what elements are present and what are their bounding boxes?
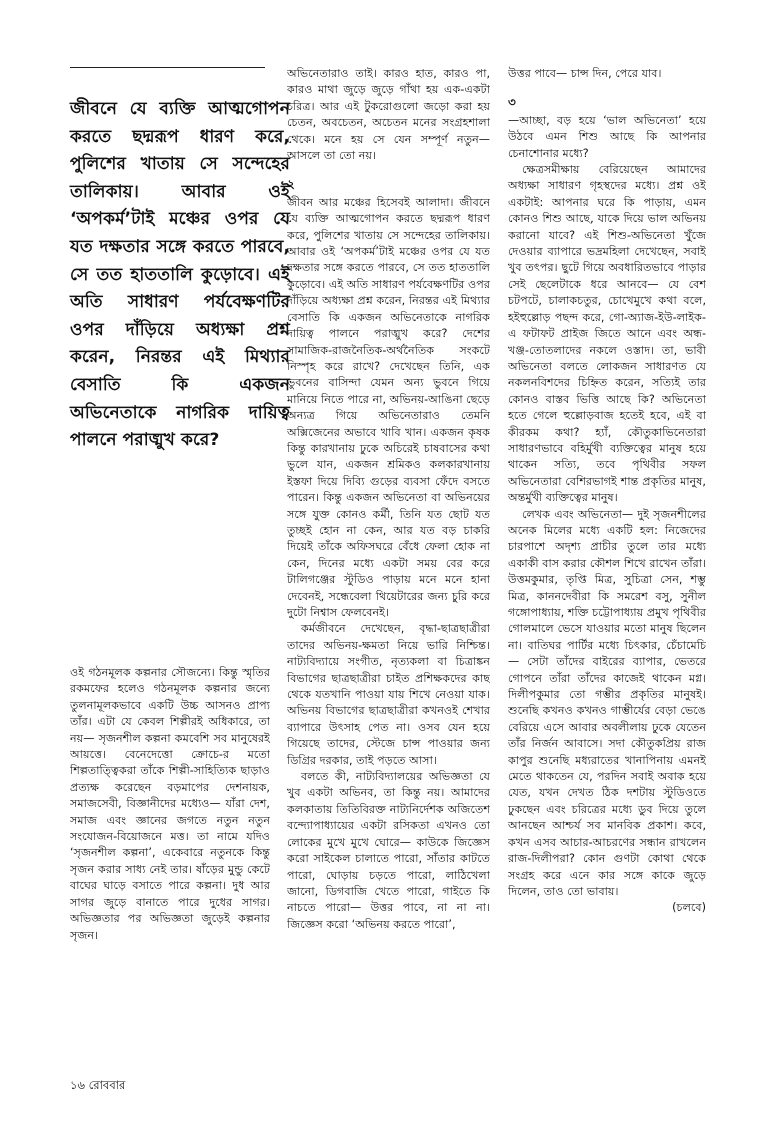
continued-label: (চলবে): [672, 901, 706, 915]
section-number: ৩: [508, 95, 516, 110]
paragraph: ওই গঠনমূলক কল্পনার সৌজন্যে। কিন্তু স্মৃতির রকমফের হলেও গঠনমূলক কল্পনার জন্যে তুলনামূলকভাবে একটি উচ্চ আসনও প্রাপ্য তাঁর। এটা যে কেবল শিল্পীরই অধিকারে, তা নয়— সৃজনশীল কল্পনা কমবেশি সব মানুষেরই আয়ত্তে। বেনেদেত্তো ক্রোচে-র মতো শিল্পতাত্ত্বিকরা তাঁকে শিল্পী-সাহিত্যিক ছাড়াও প্রত্যক্ষ করেছেন বড়মাপের দেশনায়ক, সমাজসেবী, বিজ্ঞানীদের মধ্যেও— যাঁরা দেশ, সমাজ এবং জ্ঞানের জগতে নতুন নতুন সংযোজন-বিয়োজনে মত্ত। তা নামে যদিও ‘সৃজনশীল কল্পনা’, একেবারে নতুনকে কিন্তু সৃজন করার সাধ্য নেই তার। ষাঁড়ের মুন্ডু কেটে বাঘের ঘাড়ে বসাতে পারে কল্পনা। দুধ আর সাগর জুড়ে বানাতে পারে দুধের সাগর। অভিজ্ঞতার পর অভিজ্ঞতা জুড়েই কল্পনার সৃজন।: [70, 666, 270, 942]
paragraph: বলতে কী, নাট্যবিদ্যালয়ের অভিজ্ঞতা যে খুব একটা অভিনব, তা কিন্তু নয়। আমাদের কলকাতায় তিতিবিরক্ত নাট্যনির্দেশক অজিতেশ বন্দ্যোপাধ্যায়ের একটা রসিকতা এখনও তো লোকের মুখে মুখে ঘোরে— কাউকে জিজ্ঞেস করো সাইকেল চালাতে পারো, সাঁতার কাটতে পারো, ঘোড়ায় চড়তে পারো, লাঠিখেলা জানো, ডিগবাজি খেতে পারো, গাইতে কি নাচতে পারো— উত্তর পাবে, না না না। জিজ্ঞেস করো ‘অভিনয় করতে পারো’,: [287, 770, 490, 931]
column-1-text: [70, 665, 270, 1065]
paragraph: ক্ষেত্রসমীক্ষায় বেরিয়েছেন আমাদের অধ্যক্ষা সাধারণ গৃহস্থদের মধ্যে। প্রশ্ন ওই একটাই: আপনার ঘরে কি পাড়ায়, এমন কোনও শিশু আছে, যাকে দিয়ে ভাল অভিনয় করানো যাবে? এই শিশু-অভিনেতা খুঁজে দেওয়ার ব্যাপারে ভদ্রমহিলা দেখেছেন, সবাই খুব তৎপর। ছুটে গিয়ে অবধারিতভাবে পাড়ার সেই ছেলেটাকে ধরে আনবে— যে বেশ চটপটে, চালাকচতুর, চোখেমুখে কথা বলে, হইহুল্লোড় পছন্দ করে, গো-অ্যাজ-ইউ-লাইক-এ ফটাফট প্রাইজ জিতে আনে এবং অন্ধ-খঞ্জ-তোতলাদের নকলে ওস্তাদ। তা, ভাবী অভিনেতা বলতে লোকজন সাধারণত যে নকলনবিশদের চিহ্নিত করেন, সত্যিই তার কোনও বাস্তব ভিত্তি আছে কি? অভিনেতা হতে গেলে হুল্লোড়বাজ হতেই হবে, এই বা কীরকম কথা? হ্যাঁ, কৌতুকাভিনেতারা সাধারণভাবে বহির্মুখী ব্যক্তিত্বের মানুষ হয়ে থাকেন সত্যি, তবে পৃথিবীর সফল অভিনেতারা বেশিরভাগই শান্ত প্রকৃতির মানুষ, অন্তর্মুখী ব্যক্তিত্বের মানুষ।: [508, 163, 706, 505]
paragraph: জীবন আর মঞ্চের হিসেবই আলাদা। জীবনে যে ব্যক্তি আত্মগোপন করতে ছদ্মরূপ ধারণ করে, পুলিশের খাতায় সে সন্দেহের তালিকায়। আবার ওই ‘অপকর্ম’টাই মঞ্চের ওপর যে যত দক্ষতার সঙ্গে করতে পারবে, সে তত হাততালি কুড়োবে। এই অতি সাধারণ পর্যবেক্ষণটির ওপর দাঁড়িয়ে অধ্যক্ষা প্রশ্ন করেন, নিরন্তর এই মিথ্যার বেসাতি কি একজন অভিনেতাকে নাগরিক দায়িত্ব পালনে পরাঙ্মুখ করে? দেশের সামাজিক-রাজনৈতিক-অর্থনৈতিক সংকটে নিস্পৃহ করে রাখে? দেখেছেন তিনি, এক ভুবনের বাসিন্দা যেমন অন্য ভুবনে গিয়ে মানিয়ে নিতে পারে না, অভিনয়-আঙিনা ছেড়ে অন্যত্র গিয়ে অভিনেতারাও তেমনি অক্সিজেনের অভাবে খাবি খান। একজন কৃষক কিন্তু কারখানায় ঢুকে অচিরেই চাষবাসের কথা ভুলে যান, একজন শ্রমিকও কলকারখানায় ইস্তফা দিয়ে দিব্যি গুড়ের ব্যবসা ফেঁদে বসতে পারেন। কিন্তু একজন অভিনেতা বা অভিনয়ের সঙ্গে যুক্ত কোনও কর্মী, তিনি যত ছোট যত তুচ্ছই হোন না কেন, আর যত বড় চাকরি দিয়েই তাঁকে অফিসঘরে বেঁধে ফেলা হোক না কেন, দিনের মধ্যে একটা সময় বের করে টালিগঞ্জের স্টুডিও পাড়ায় মনে মনে হানা দেবেনই, সন্ধেবেলা থিয়েটারের জন্য চুরি করে দুটো নিশ্বাস ফেলবেনই।: [287, 195, 490, 619]
column-3-text: [508, 66, 706, 1096]
paragraph: অভিনেতারাও তাই। কারও হাত, কারও পা, কারও মাথা জুড়ে জুড়ে গাঁথা হয় এক-একটা চরিত্র। আর এই টুকরোগুলো জড়ো করা হয় চেতন, অবচেতন, অচেতন মনের সংগ্রহশালা থেকে। মনে হয় সে যেন সম্পূর্ণ নতুন— আসলে তা তো নয়।: [287, 67, 490, 163]
top-rule: [70, 67, 265, 68]
paragraph: কর্মজীবনে দেখেছেন, বৃদ্ধা-ছাত্রছাত্রীরা তাদের অভিনয়-ক্ষমতা নিয়ে ভারি নিশ্চিন্ত। নাট্যবিদ্যায়ে সংগীত, নৃত্যকলা বা চিত্রাঙ্কন বিভাগের ছাত্রছাত্রীরা চাইত প্রশিক্ষকদের কাছ থেকে যতখানি পাওয়া যায় শিখে নেওয়া যাক। অভিনয় বিভাগের ছাত্রছাত্রীরা কখনওই শেখার ব্যাপারে উৎসাহ পেত না। ওসব যেন হয়ে গিয়েছে তাদের, স্টেজে চান্স পাওয়ার জন্য ডিগ্রির দরকার, তাই পড়তে আসা।: [287, 622, 490, 767]
section-number: ২: [287, 177, 295, 192]
paragraph: লেখক এবং অভিনেতা— দুই সৃজনশীলের অনেক মিলের মধ্যে একটি হল: নিজেদের চারপাশে অদৃশ্য প্রাচীর তুলে তার মধ্যে একাকী বাস করার কৌশল শিখে রাখেন তাঁরা। উত্তমকুমার, তৃপ্তি মিত্র, সুচিত্রা সেন, শম্ভু মিত্র, কাননদেবীরা কি সমরেশ বসু, সুনীল গঙ্গোপাধ্যায়, শক্তি চট্টোপাধ্যায় প্রমুখ পৃথিবীর গোলমালে ভেসে যাওয়ার মতো মানুষ ছিলেন না। বাতিঘর পার্টির মধ্যে চিৎকার, চেঁচামেচি— সেটা তাঁদের বাইরের ব্যাপার, ভেতরে গোপনে তাঁরা তাঁদের কাজেই থাকেন মগ্ন। দিলীপকুমার তো গম্ভীর প্রকৃতির মানুষই। শুনেছি কখনও কখনও গাম্ভীর্যের বেড়া ভেঙে বেরিয়ে এসে আবার অবলীলায় ঢুকে যেতেন তাঁর নির্জন আবাসে। সদা কৌতুকপ্রিয় রাজ কাপুর শুনেছি মধ্যরাতের খানাপিনায় এমনই মেতে থাকতেন যে, পরদিন সবাই অবাক হয়ে যেত, যখন দেখত ঠিক দশটায় স্টুডিওতে ঢুকছেন এবং চরিত্রের মধ্যে ডুব দিয়ে তুলে আনছেন আশ্চর্য সব মানবিক প্রকাশ। কবে, কখন এসব আচার-আচরণের সন্ধান রাখলেন রাজ-দিলীপরা? কোন গুণটা কোথা থেকে সংগ্রহ করে এনে কার সঙ্গে কাকে জুড়ে দিলেন, তাও তো ভাবায়।: [508, 507, 706, 898]
page-footer: ১৬ রোববার: [70, 1078, 126, 1092]
paragraph: উত্তর পাবে— চান্স দিন, পেরে যাব।: [508, 67, 662, 80]
column-2-text: [287, 66, 490, 1066]
pull-quote: জীবনে যে ব্যক্তি আত্মগোপন করতে ছদ্মরূপ ধারণ করে, পুলিশের খাতায় সে সন্দেহের তালিকায়। আবার ওই ‘অপকর্ম’টাই মঞ্চের ওপর যে যত দক্ষতার সঙ্গে করতে পারবে, সে তত হাততালি কুড়োবে। এই অতি সাধারণ পর্যবেক্ষণটির ওপর দাঁড়িয়ে অধ্যক্ষা প্রশ্ন করেন, নিরন্তর এই মিথ্যার বেসাতি কি একজন অভিনেতাকে নাগরিক দায়িত্ব পালনে পরাঙ্মুখ করে?: [70, 99, 290, 451]
paragraph: —আচ্ছা, বড় হয়ে ‘ভাল অভিনেতা’ হয়ে উঠবে এমন শিশু আছে কি আপনার চেনাশোনার মধ্যে?: [508, 113, 706, 160]
